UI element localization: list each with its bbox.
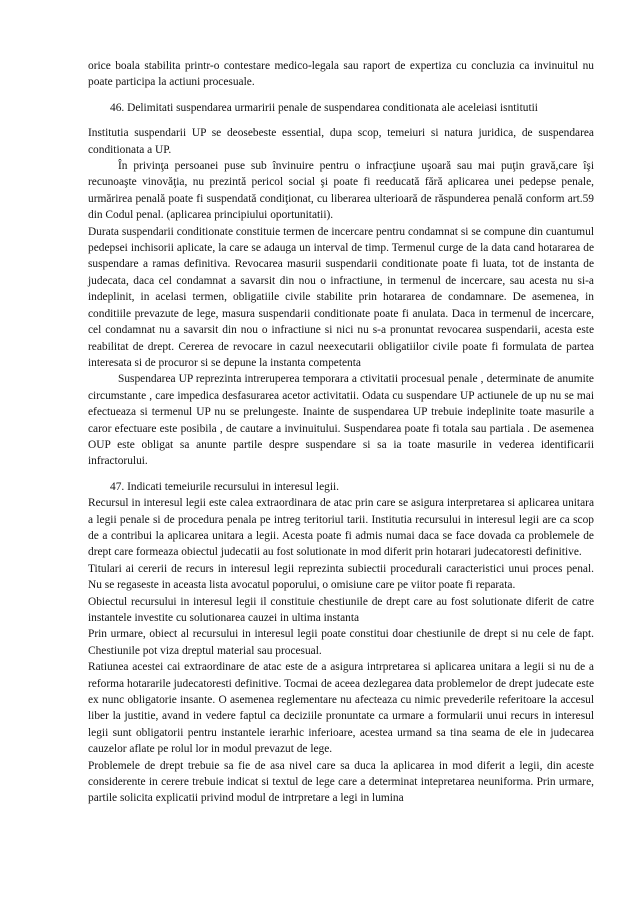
paragraph-appeal-definition: Recursul in interesul legii este calea extraordinara de atac prin care se asigura interpretarea si aplicarea unitara a legii penale si de procedura penala pe intreg teritoriul tarii. Institutia recursului in interesul legii are ca scop de a contribui la aplicarea unitara a legii. Acesta poate fi admis numai daca se face dovada ca problemele de drept care formeaza obiectul judecatii au fost solutionate in mod diferit prin hotarari judecatoresti definitive. — [88, 497, 594, 559]
question-46-text: Delimitati suspendarea urmaririi penale de suspendarea conditionata ale aceleiasi isntitutii — [127, 101, 538, 114]
paragraph-up-suspension: Suspendarea UP reprezinta intreruperea temporara a ctivitatii procesual penale , determinate de anumite circumstante , care impedica desfasurarea acetor activitatii. Odata cu suspendare UP actiunele de up nu se mai efectueaza si termenul UP nu se prelungeste. Inainte de suspendarea UP trebuie indeplinite toate masurile a caror efectuare este posibila , de cautare a invinuitului. Suspendarea poate fi totala sau partiala . De asemenea OUP este obligat sa anunte partile despre suspendare si sa ia toate masurile in vederea identificarii infractorului. — [88, 373, 594, 468]
paragraph-suspension-distinction: Institutia suspendarii UP se deosebeste essential, dupa scop, temeiuri si natura juridica, de suspendarea conditionata a UP. — [88, 127, 594, 156]
document-page — [88, 58, 594, 807]
paragraph-law-problems: Problemele de drept trebuie sa fie de asa nivel care sa duca la aplicarea in mod diferit a legii, din aceste considerente in cerere trebuie indicat si textul de lege care a determinat intepretarea neuniforma. Prin urmare, partile solicita explicatii privind modul de intrpretare a legi in lumina — [88, 759, 594, 805]
paragraph-law-questions: Prin urmare, obiect al recursului in interesul legii poate constitui doar chestiunile de drept si nu cele de fapt. Chestiunile pot viza dreptul material sau procesual. — [88, 628, 594, 657]
paragraph-appeal-object: Obiectul recursului in interesul legii il constituie chestiunile de drept care au fost solutionate diferit de catre instantele investite cu solutionarea cauzei in ultima instanta — [88, 595, 594, 624]
question-46-number: 46. — [110, 101, 128, 114]
paragraph-suspension-duration: Durata suspendarii conditionate constituie termen de incercare pentru condamnat si se compune din cuantumul pedepsei inchisorii aplicate, la care se adauga un interval de timp. Termenul curge de la data cand hotararea de suspendare a ramas definitiva. Revocarea masurii suspendarii conditionate poate fi luata, tot de instanta de judecata, daca cel condamnat a savarsit din nou o infractiune, in termenul de incercare, sau acesta nu si-a indeplinit, in acelasi termen, obligatiile civile stabilite prin hotararea de condamnare. De asemenea, in conditiile prevazute de lege, masura suspendarii conditionate poate fi anulata. Daca in termenul de incercare, cel condamnat nu a savarsit din nou o infractiune si nici nu s-a pronuntat revocarea suspendarii, acesta este reabilitat de drept. Cererea de revocare in cazul neexecutarii obligatiilor civile poate fi formulata de partea interesata si de procuror si se depune la instanta competenta — [88, 225, 594, 369]
question-47-heading: 47. Indicati temeiurile recursului in interesul legii. — [110, 480, 340, 493]
paragraph-intro-continuation: orice boala stabilita printr-o contestare medico-legala sau raport de expertiza cu concluzia ca invinuitul nu poate participa la actiuni procesuale. — [88, 60, 594, 89]
question-46-heading — [88, 100, 594, 116]
paragraph-appeal-rationale: Ratiunea acestei cai extraordinare de atac este de a asigura intrpretarea si aplicarea unitara a legii si nu de a reforma hotararile judecatoresti definitive. Tocmai de aceea dezlegarea data problemelor de drept judecate este ex nunc obligatorie insante. O asemenea reglementare nu afecteaza cu nimic prevederile referitoare la accesul liber la justitie, avand in vedere faptul ca deciziile pronuntate ca urmare a formularii unui recurs in interesul legii sunt obligatorii pentru instantele ierarhic inferioare, acestea urmand sa tina seama de ele in judecarea cauzelor aflate pe rolul lor in modul prevazut de lege. — [88, 661, 594, 756]
paragraph-appeal-holders: Titulari ai cererii de recurs in interesul legii reprezinta subiectii procedurali caracteristici unui proces penal. Nu se regaseste in aceasta lista avocatul poporului, o omisiune care pe viitor poate fi reparata. — [88, 562, 594, 592]
paragraph-conditional-suspension: În privinţa persoanei puse sub învinuire pentru o infracţiune uşoară sau mai puţin gravă,care îşi recunoaşte vinovăţia, nu prezintă pericol social şi poate fi reeducată fără aplicarea unei pedepse penale, urmărirea penală poate fi suspendată condiţionat, cu liberarea ulterioară de răspunderea penală conform art.59 din Codul penal. (aplicarea principiului oportunitatii). — [88, 160, 594, 222]
